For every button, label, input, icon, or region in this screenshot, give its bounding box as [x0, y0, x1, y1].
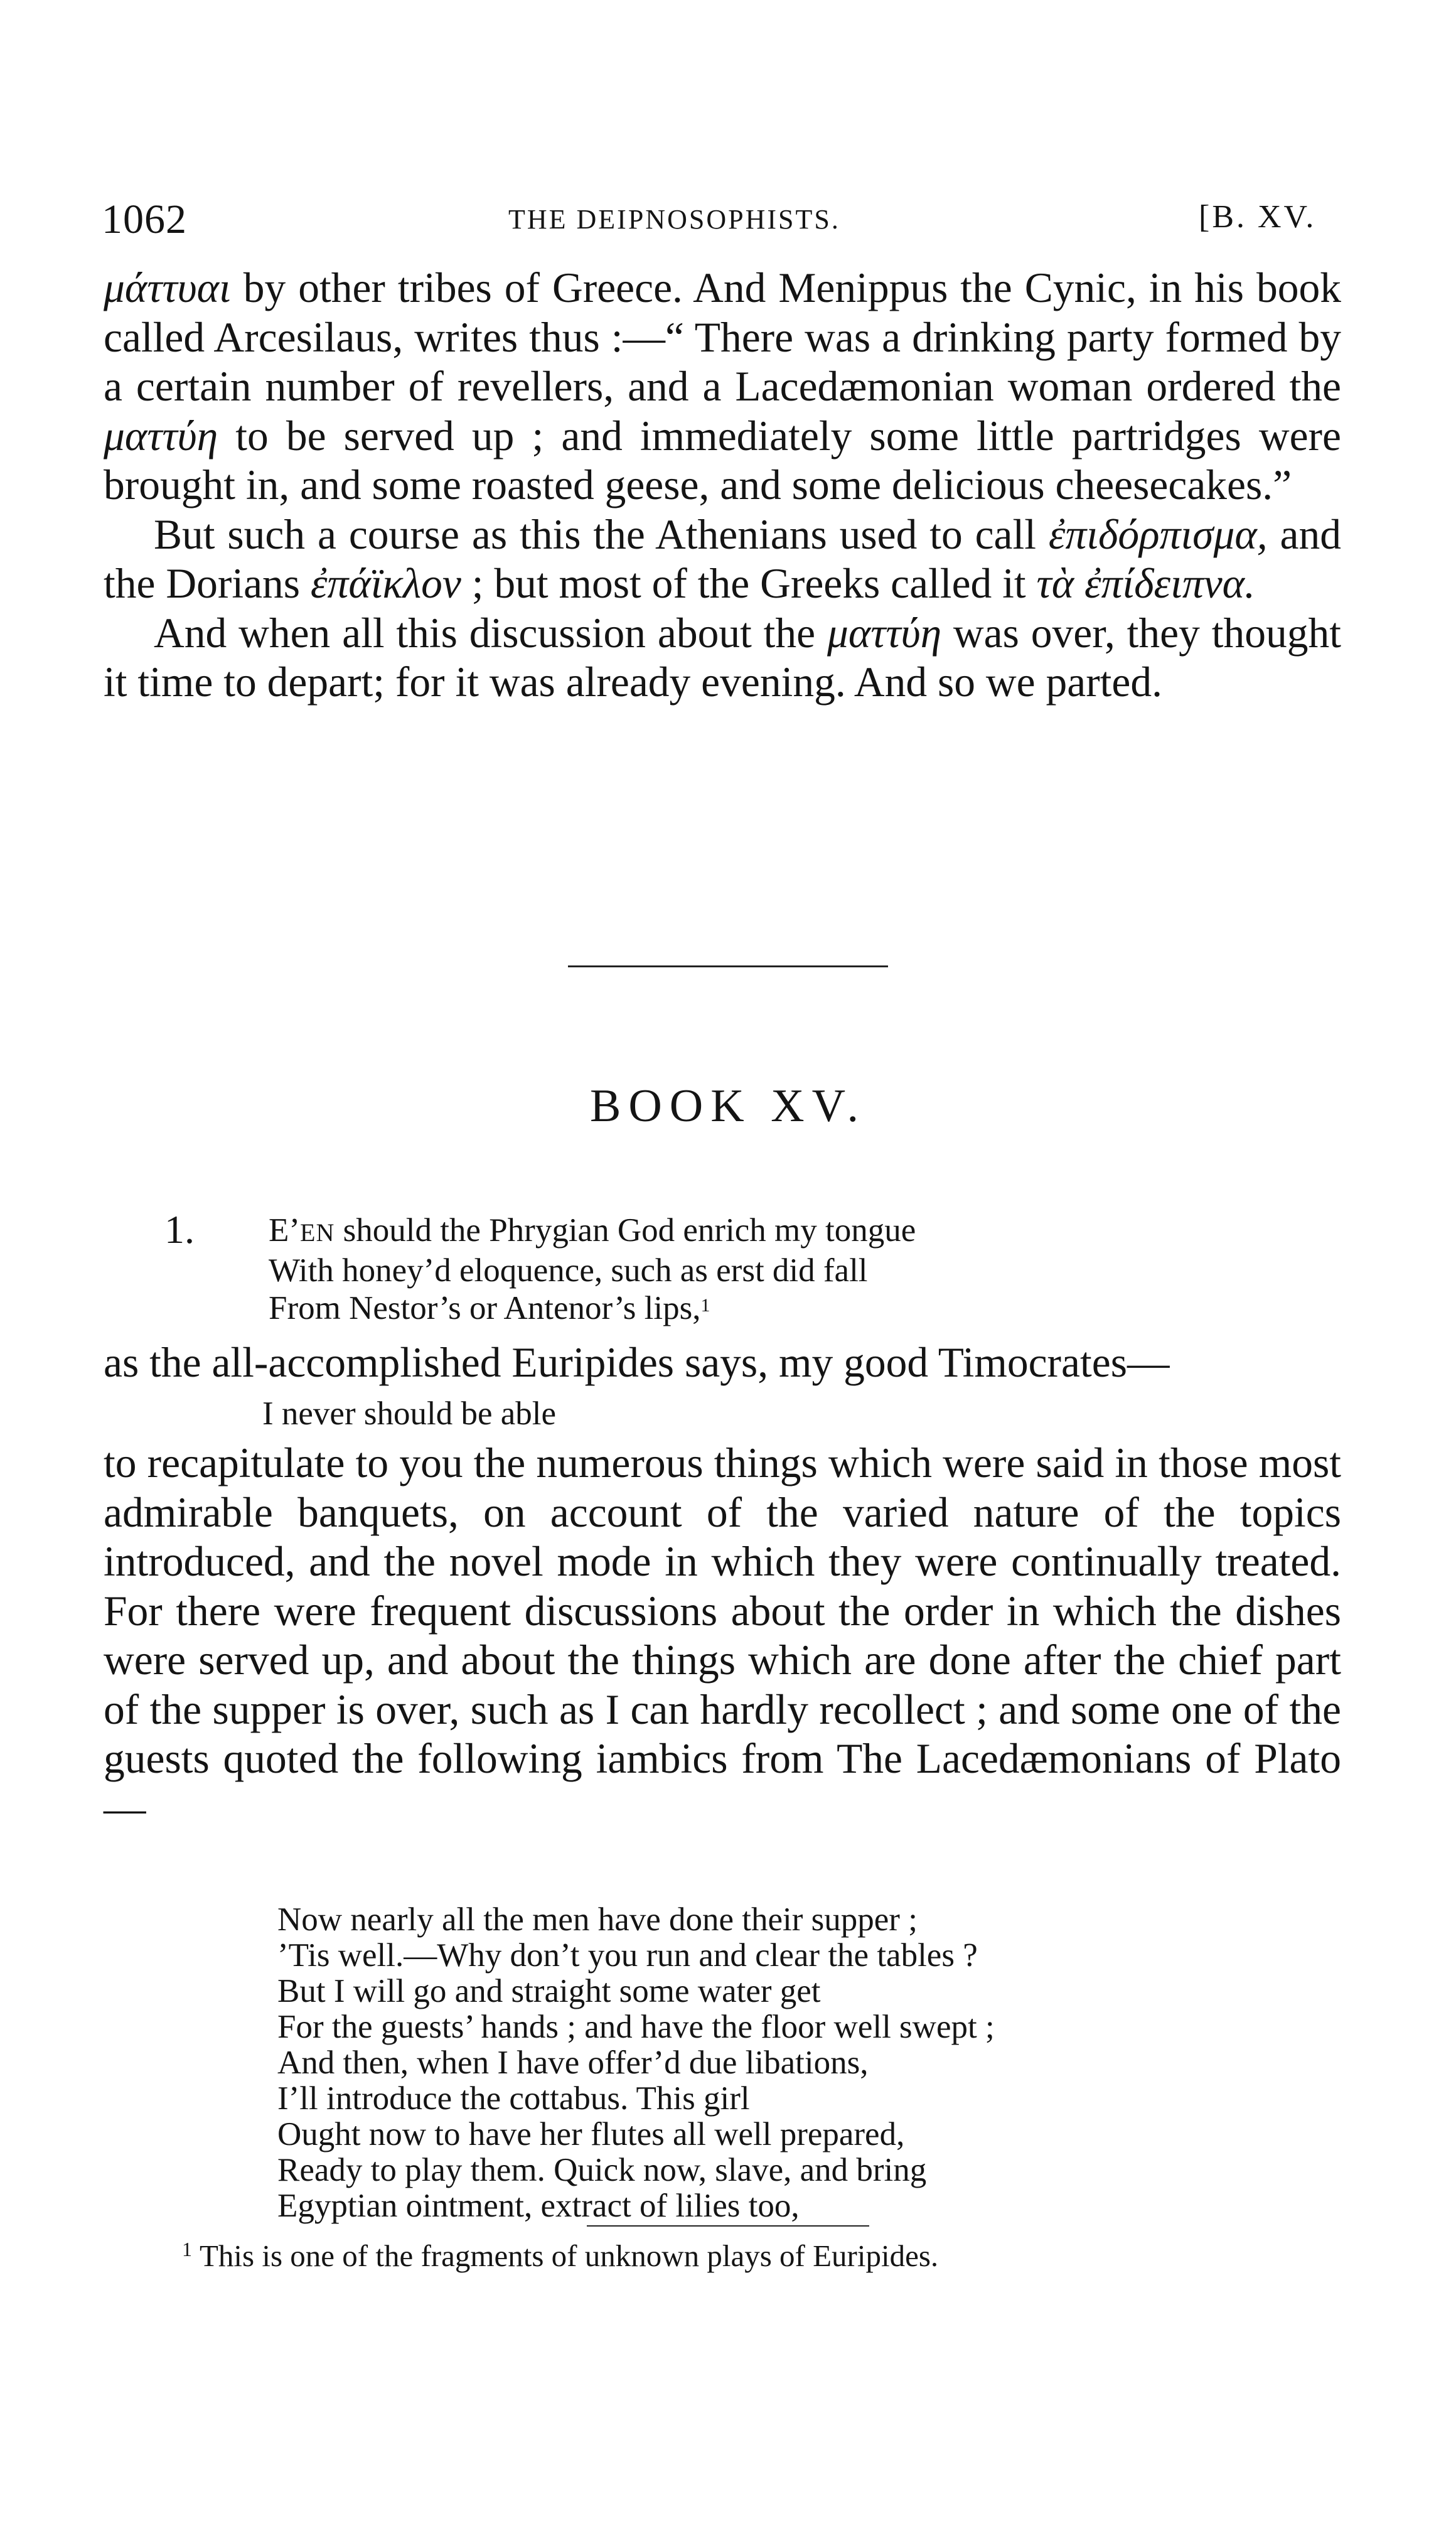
verse-line: Now nearly all the men have done their supper ;: [277, 1901, 918, 1938]
verse-line: ’Tis well.—Why don’t you run and clear the tables ?: [277, 1937, 978, 1974]
greek-term: ματτύη: [104, 412, 218, 459]
greek-term: ἐπάϊκλον: [310, 560, 461, 607]
text-segment: was over, they thought it time to depart; for it was already evening. And so we parted.: [104, 609, 1341, 706]
drop-initial: E’: [269, 1212, 301, 1249]
verse-line: With honey’d eloquence, such as erst did fall: [269, 1252, 868, 1289]
text-segment: ; but most of the Greeks called it: [461, 560, 1037, 607]
book-heading: BOOK XV.: [589, 1080, 867, 1132]
verse-line-text: should the Phrygian God enrich my tongue: [335, 1212, 916, 1249]
section-divider-rule: [568, 965, 888, 967]
page-number: 1062: [102, 196, 187, 242]
paragraph-course: [104, 510, 1341, 609]
page-header: [0, 196, 1456, 246]
verse-line: I’ll introduce the cottabus. This girl: [277, 2080, 750, 2117]
footnote: [182, 2238, 938, 2274]
verse-line: Egyptian ointment, extract of lilies too,: [277, 2188, 800, 2224]
paragraph-mattuai: [104, 264, 1341, 510]
text-segment: to be served up ; and immediately some little partridges were brought in, and some roasted geese, and some delicious cheesecakes.”: [104, 412, 1341, 508]
greek-term: ματτύη: [827, 609, 942, 657]
paragraph-departure: [104, 609, 1341, 707]
text-segment: And when all this discussion about the: [154, 609, 827, 657]
attribution-line: as the all-accomplished Euripides says, my good Timocrates—: [104, 1339, 1170, 1386]
greek-term: μάττυαι: [104, 264, 231, 311]
text-segment: and the Dorians: [104, 510, 1341, 607]
verse-line: Ready to play them. Quick now, slave, and bring: [277, 2152, 927, 2188]
short-quote: I never should be able: [262, 1395, 556, 1432]
greek-term: τὰ ἐπίδειπνα.: [1036, 560, 1255, 607]
opening-verse: [269, 1212, 916, 1327]
greek-term: ἐπιδόρπισμα,: [1048, 510, 1268, 558]
verse-line: [269, 1212, 916, 1252]
small-caps-word: EN: [300, 1218, 335, 1247]
text-segment: by other tribes of Greece. And Menippus the Cynic, in his book called Arcesilaus, writes thus :—“ There was a drinking party formed by a certain number of revellers, and a Lacedæmonian woman ordered the: [104, 264, 1341, 410]
verse-line: Ought now to have her flutes all well prepared,: [277, 2116, 905, 2152]
book-reference: [B. XV.: [1199, 199, 1317, 235]
section-number: 1.: [164, 1207, 195, 1252]
text-segment: But such a course as this the Athenians used to call: [154, 510, 1049, 558]
verse-line: But I will go and straight some water get: [277, 1973, 821, 2009]
footnote-number: 1: [182, 2238, 192, 2260]
verse-line: [269, 1289, 916, 1327]
main-paragraph: to recapitulate to you the numerous things which were said in those most admirable banquets, on account of the varied nature of the topics introduced, and the novel mode in which they were continually treated. For there were frequent discussions about the order in which the dishes were served up, and about the things which are done after the chief part of the supper is over, such as I can hardly recollect ; and some one of the guests quoted the following iambics from The Lacedæmonians of Plato—: [104, 1439, 1341, 1832]
footnote-rule: [587, 2225, 869, 2227]
footnote-reference: 1: [700, 1295, 710, 1316]
verse-line: For the guests’ hands ; and have the floor well swept ;: [277, 2009, 995, 2045]
top-text-block: [104, 264, 1341, 707]
running-title: THE DEIPNOSOPHISTS.: [508, 204, 840, 235]
verse-line-text: From Nestor’s or Antenor’s lips,: [269, 1290, 701, 1326]
footnote-text: This is one of the fragments of unknown plays of Euripides.: [200, 2238, 939, 2273]
plato-verse: [277, 1902, 995, 2224]
verse-line: And then, when I have offer’d due libations,: [277, 2045, 869, 2081]
